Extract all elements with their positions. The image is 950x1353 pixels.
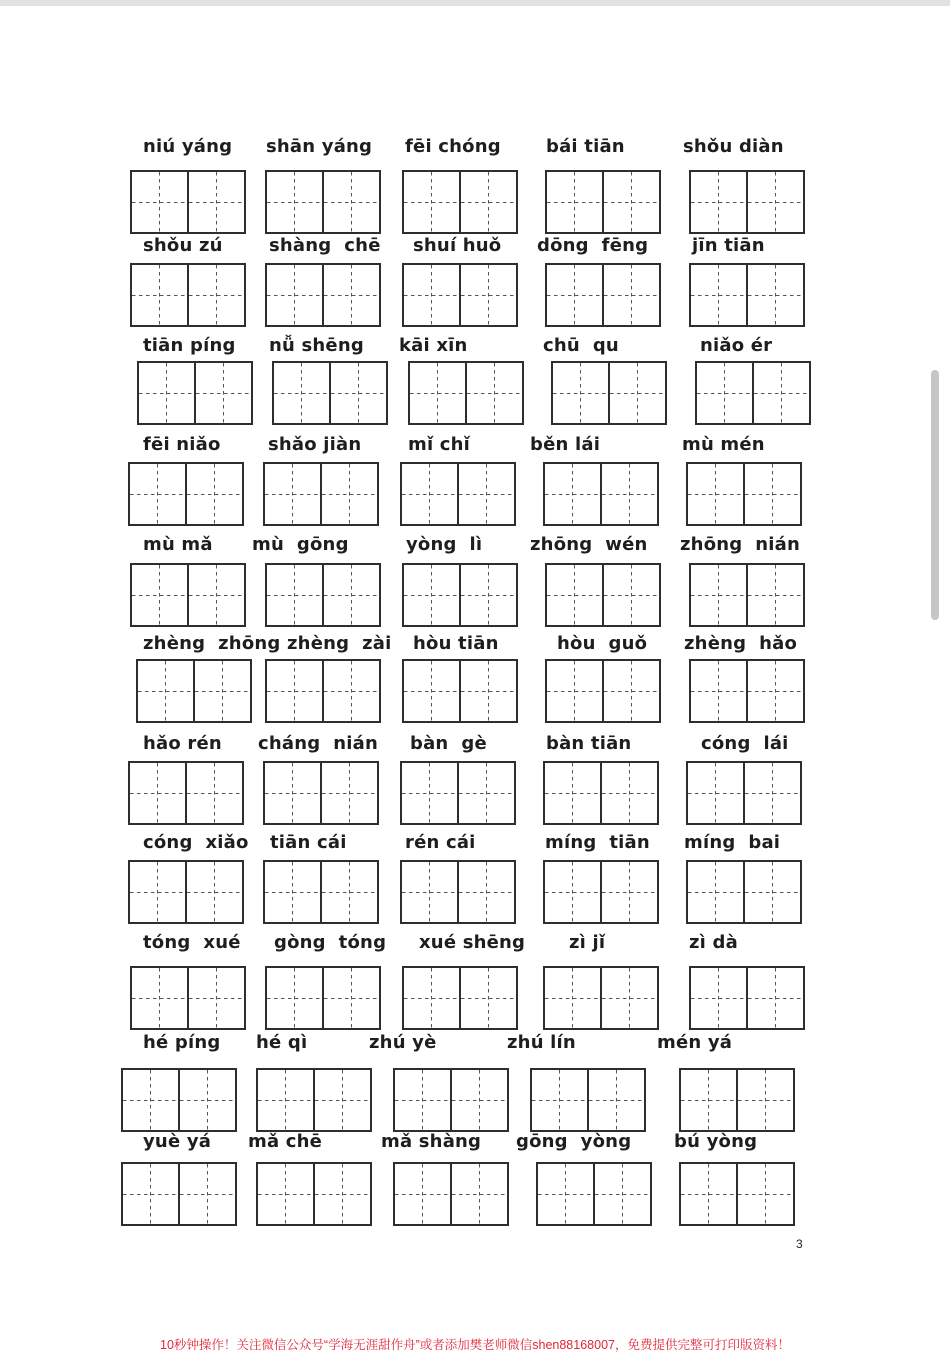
writing-box (130, 263, 246, 327)
tianzige-square (602, 565, 659, 625)
pinyin-label: gòng tóng (274, 932, 387, 953)
tianzige-square (691, 172, 746, 232)
writing-box (402, 563, 518, 627)
tianzige-square (743, 763, 800, 823)
tianzige-square (322, 265, 379, 325)
word-cell (507, 1031, 647, 1055)
word-cell (545, 831, 685, 855)
tianzige-square (138, 661, 193, 721)
pinyin-label: cháng nián (258, 733, 379, 754)
pinyin-label: hé píng (143, 1032, 221, 1053)
writing-box (543, 462, 659, 526)
word-cell (143, 234, 283, 258)
tianzige-square (457, 763, 514, 823)
tianzige-square (538, 1164, 593, 1224)
word-cell (143, 632, 283, 656)
word-cell (406, 533, 546, 557)
tianzige-square (123, 1070, 178, 1130)
tianzige-square (743, 464, 800, 524)
tianzige-square (736, 1070, 793, 1130)
pinyin-label: bàn tiān (546, 733, 632, 754)
tianzige-square (187, 968, 244, 1028)
writing-box (689, 659, 805, 723)
tianzige-square (395, 1164, 450, 1224)
pinyin-label: shǎo jiàn (268, 434, 362, 455)
tianzige-square (450, 1164, 507, 1224)
tianzige-square (691, 565, 746, 625)
tianzige-square (132, 968, 187, 1028)
tianzige-square (132, 172, 187, 232)
word-cell (266, 135, 406, 159)
writing-box (272, 361, 388, 425)
tianzige-square (602, 172, 659, 232)
tianzige-square (320, 464, 377, 524)
tianzige-square (746, 565, 803, 625)
tianzige-square (402, 464, 457, 524)
word-cell (682, 433, 822, 457)
writing-box (400, 860, 516, 924)
word-cell (270, 831, 410, 855)
tianzige-square (600, 862, 657, 922)
pinyin-label: shuí huǒ (413, 235, 502, 256)
word-cell (674, 1130, 814, 1154)
tianzige-square (130, 464, 185, 524)
writing-box (679, 1068, 795, 1132)
tianzige-square (459, 265, 516, 325)
word-cell (684, 632, 824, 656)
tianzige-square (320, 763, 377, 823)
word-cell (248, 1130, 388, 1154)
word-cell (399, 334, 539, 358)
tianzige-square (265, 763, 320, 823)
writing-box (686, 462, 802, 526)
writing-box (679, 1162, 795, 1226)
pinyin-label: hǎo rén (143, 733, 222, 754)
word-cell (252, 533, 392, 557)
word-cell (143, 135, 283, 159)
writing-box (545, 563, 661, 627)
writing-box (128, 860, 244, 924)
pinyin-label: hòu tiān (413, 633, 499, 654)
word-cell (569, 931, 709, 955)
writing-box (545, 659, 661, 723)
pinyin-label: míng tiān (545, 832, 650, 853)
pinyin-label: zhèng zhōng (143, 633, 281, 654)
tianzige-square (265, 862, 320, 922)
pinyin-label: shǒu diàn (683, 136, 784, 157)
tianzige-square (681, 1164, 736, 1224)
tianzige-square (185, 763, 242, 823)
tianzige-square (313, 1070, 370, 1130)
pinyin-label: zhōng nián (680, 534, 801, 555)
tianzige-square (691, 265, 746, 325)
writing-box (256, 1068, 372, 1132)
pinyin-label: nǚ shēng (269, 335, 364, 356)
writing-box (402, 263, 518, 327)
tianzige-square (600, 464, 657, 524)
writing-box (686, 860, 802, 924)
writing-box (130, 966, 246, 1030)
writing-box (545, 263, 661, 327)
tianzige-square (404, 661, 459, 721)
writing-box (689, 563, 805, 627)
writing-box (689, 966, 805, 1030)
tianzige-square (450, 1070, 507, 1130)
word-cell (405, 831, 545, 855)
pinyin-label: zhèng hǎo (684, 633, 798, 654)
pinyin-label: rén cái (405, 832, 476, 853)
tianzige-square (545, 464, 600, 524)
word-cell (269, 234, 409, 258)
tianzige-square (267, 265, 322, 325)
tianzige-square (691, 661, 746, 721)
pinyin-label: mù mén (682, 434, 765, 455)
writing-box (130, 170, 246, 234)
writing-box (689, 170, 805, 234)
tianzige-square (593, 1164, 650, 1224)
pinyin-label: shān yáng (266, 136, 373, 157)
tianzige-square (320, 862, 377, 922)
tianzige-square (187, 565, 244, 625)
tianzige-square (746, 172, 803, 232)
writing-box (402, 659, 518, 723)
tianzige-square (267, 172, 322, 232)
tianzige-square (547, 265, 602, 325)
pinyin-label: zhú lín (507, 1032, 576, 1053)
tianzige-square (329, 363, 386, 423)
word-cell (692, 234, 832, 258)
word-cell (683, 135, 823, 159)
word-cell (258, 732, 398, 756)
tianzige-square (139, 363, 194, 423)
writing-box (263, 860, 379, 924)
pinyin-label: mǐ chǐ (408, 434, 471, 455)
word-cell (557, 632, 697, 656)
word-cell (684, 831, 824, 855)
word-cell (546, 732, 686, 756)
tianzige-square (404, 565, 459, 625)
scrollbar[interactable] (931, 370, 939, 620)
tianzige-square (457, 862, 514, 922)
word-cell (369, 1031, 509, 1055)
tianzige-square (608, 363, 665, 423)
word-cell (410, 732, 550, 756)
pinyin-label: chū qu (543, 335, 619, 356)
tianzige-square (404, 172, 459, 232)
tianzige-square (313, 1164, 370, 1224)
pinyin-label: bú yòng (674, 1131, 758, 1152)
pinyin-label: mǎ chē (248, 1131, 323, 1152)
writing-box (543, 761, 659, 825)
tianzige-square (395, 1070, 450, 1130)
writing-box (545, 170, 661, 234)
writing-box (128, 462, 244, 526)
pinyin-label: xué shēng (419, 932, 526, 953)
word-cell (143, 334, 283, 358)
tianzige-square (410, 363, 465, 423)
writing-box (686, 761, 802, 825)
word-cell (143, 931, 283, 955)
tianzige-square (459, 968, 516, 1028)
tianzige-square (587, 1070, 644, 1130)
writing-box (530, 1068, 646, 1132)
writing-box (551, 361, 667, 425)
tianzige-square (404, 968, 459, 1028)
tianzige-square (322, 565, 379, 625)
pinyin-label: zhèng zài (287, 633, 392, 654)
pinyin-label: hé qì (256, 1032, 308, 1053)
writing-box (265, 659, 381, 723)
tianzige-square (130, 763, 185, 823)
tianzige-square (123, 1164, 178, 1224)
pinyin-label: dōng fēng (537, 235, 649, 256)
tianzige-square (545, 862, 600, 922)
tianzige-square (267, 565, 322, 625)
tianzige-square (602, 265, 659, 325)
tianzige-square (553, 363, 608, 423)
tianzige-square (130, 862, 185, 922)
word-cell (689, 931, 829, 955)
word-cell (381, 1130, 521, 1154)
tianzige-square (187, 265, 244, 325)
writing-box (137, 361, 253, 425)
writing-box (543, 860, 659, 924)
pinyin-label: zhōng wén (530, 534, 648, 555)
tianzige-square (459, 172, 516, 232)
tianzige-square (688, 464, 743, 524)
writing-box (130, 563, 246, 627)
word-cell (143, 433, 283, 457)
tianzige-square (258, 1164, 313, 1224)
pinyin-label: kāi xīn (399, 335, 468, 356)
tianzige-square (322, 661, 379, 721)
writing-box (402, 966, 518, 1030)
tianzige-square (746, 968, 803, 1028)
pinyin-label: běn lái (530, 434, 601, 455)
pinyin-label: cóng lái (701, 733, 789, 754)
tianzige-square (267, 968, 322, 1028)
writing-box (121, 1162, 237, 1226)
writing-box (136, 659, 252, 723)
writing-box (263, 462, 379, 526)
tianzige-square (736, 1164, 793, 1224)
word-cell (530, 533, 670, 557)
writing-box (543, 966, 659, 1030)
pinyin-label: bàn gè (410, 733, 487, 754)
tianzige-square (743, 862, 800, 922)
tianzige-square (187, 172, 244, 232)
tianzige-square (258, 1070, 313, 1130)
tianzige-square (600, 968, 657, 1028)
word-cell (269, 334, 409, 358)
tianzige-square (545, 968, 600, 1028)
tianzige-square (178, 1164, 235, 1224)
pinyin-label: fēi chóng (405, 136, 501, 157)
pinyin-label: niǎo ér (700, 335, 773, 356)
writing-box (695, 361, 811, 425)
tianzige-square (746, 661, 803, 721)
word-cell (287, 632, 427, 656)
tianzige-square (688, 862, 743, 922)
tianzige-square (322, 172, 379, 232)
tianzige-square (681, 1070, 736, 1130)
word-cell (268, 433, 408, 457)
word-cell (657, 1031, 797, 1055)
tianzige-square (402, 862, 457, 922)
pinyin-label: cóng xiǎo (143, 832, 249, 853)
word-cell (413, 632, 553, 656)
pinyin-label: gōng yòng (516, 1131, 632, 1152)
writing-box (256, 1162, 372, 1226)
pinyin-label: mǎ shàng (381, 1131, 482, 1152)
writing-box (402, 170, 518, 234)
writing-box (121, 1068, 237, 1132)
word-cell (700, 334, 840, 358)
pinyin-label: mén yá (657, 1032, 733, 1053)
pinyin-label: jīn tiān (692, 235, 765, 256)
pinyin-label: zì dà (689, 932, 738, 953)
pinyin-label: mù mǎ (143, 534, 213, 555)
tianzige-square (404, 265, 459, 325)
tianzige-square (402, 763, 457, 823)
writing-box (400, 462, 516, 526)
tianzige-square (194, 363, 251, 423)
writing-box (128, 761, 244, 825)
writing-box (393, 1068, 509, 1132)
tianzige-square (746, 265, 803, 325)
tianzige-square (267, 661, 322, 721)
writing-box (265, 170, 381, 234)
tianzige-square (752, 363, 809, 423)
writing-box (265, 966, 381, 1030)
tianzige-square (193, 661, 250, 721)
word-cell (405, 135, 545, 159)
pinyin-label: yòng lì (406, 534, 483, 555)
writing-box (263, 761, 379, 825)
word-cell (530, 433, 670, 457)
page-number: 3 (796, 1237, 803, 1251)
tianzige-square (459, 661, 516, 721)
word-cell (546, 135, 686, 159)
tianzige-square (274, 363, 329, 423)
pinyin-label: tóng xué (143, 932, 241, 953)
tianzige-square (132, 565, 187, 625)
tianzige-square (545, 763, 600, 823)
word-cell (680, 533, 820, 557)
pinyin-label: míng bai (684, 832, 781, 853)
tianzige-square (697, 363, 752, 423)
word-cell (419, 931, 559, 955)
tianzige-square (532, 1070, 587, 1130)
pinyin-label: niú yáng (143, 136, 233, 157)
pinyin-label: zì jǐ (569, 932, 606, 953)
word-cell (408, 433, 548, 457)
tianzige-square (602, 661, 659, 721)
writing-box (408, 361, 524, 425)
pinyin-label: mù gōng (252, 534, 349, 555)
pinyin-label: bái tiān (546, 136, 625, 157)
top-bar (0, 0, 950, 6)
word-cell (143, 831, 283, 855)
tianzige-square (322, 968, 379, 1028)
tianzige-square (459, 565, 516, 625)
pinyin-label: shàng chē (269, 235, 381, 256)
word-cell (701, 732, 841, 756)
tianzige-square (185, 862, 242, 922)
tianzige-square (185, 464, 242, 524)
tianzige-square (691, 968, 746, 1028)
tianzige-square (547, 661, 602, 721)
writing-box (393, 1162, 509, 1226)
word-cell (274, 931, 414, 955)
writing-box (265, 263, 381, 327)
tianzige-square (178, 1070, 235, 1130)
word-cell (516, 1130, 656, 1154)
pinyin-label: tiān píng (143, 335, 236, 356)
pinyin-label: yuè yá (143, 1131, 212, 1152)
word-cell (543, 334, 683, 358)
pinyin-label: fēi niǎo (143, 434, 221, 455)
tianzige-square (688, 763, 743, 823)
tianzige-square (457, 464, 514, 524)
tianzige-square (465, 363, 522, 423)
word-cell (413, 234, 553, 258)
word-cell (537, 234, 677, 258)
writing-box (400, 761, 516, 825)
pinyin-label: shǒu zú (143, 235, 223, 256)
tianzige-square (547, 565, 602, 625)
tianzige-square (547, 172, 602, 232)
pinyin-label: tiān cái (270, 832, 347, 853)
writing-box (536, 1162, 652, 1226)
writing-box (265, 563, 381, 627)
pinyin-label: hòu guǒ (557, 633, 648, 654)
tianzige-square (600, 763, 657, 823)
tianzige-square (132, 265, 187, 325)
tianzige-square (265, 464, 320, 524)
footer-banner: 10秒钟操作！关注微信公众号“学海无涯甜作舟”或者添加樊老师微信shen88168007，免费提供完整可打印版资料！ (160, 1338, 790, 1352)
pinyin-label: zhú yè (369, 1032, 437, 1053)
writing-box (689, 263, 805, 327)
